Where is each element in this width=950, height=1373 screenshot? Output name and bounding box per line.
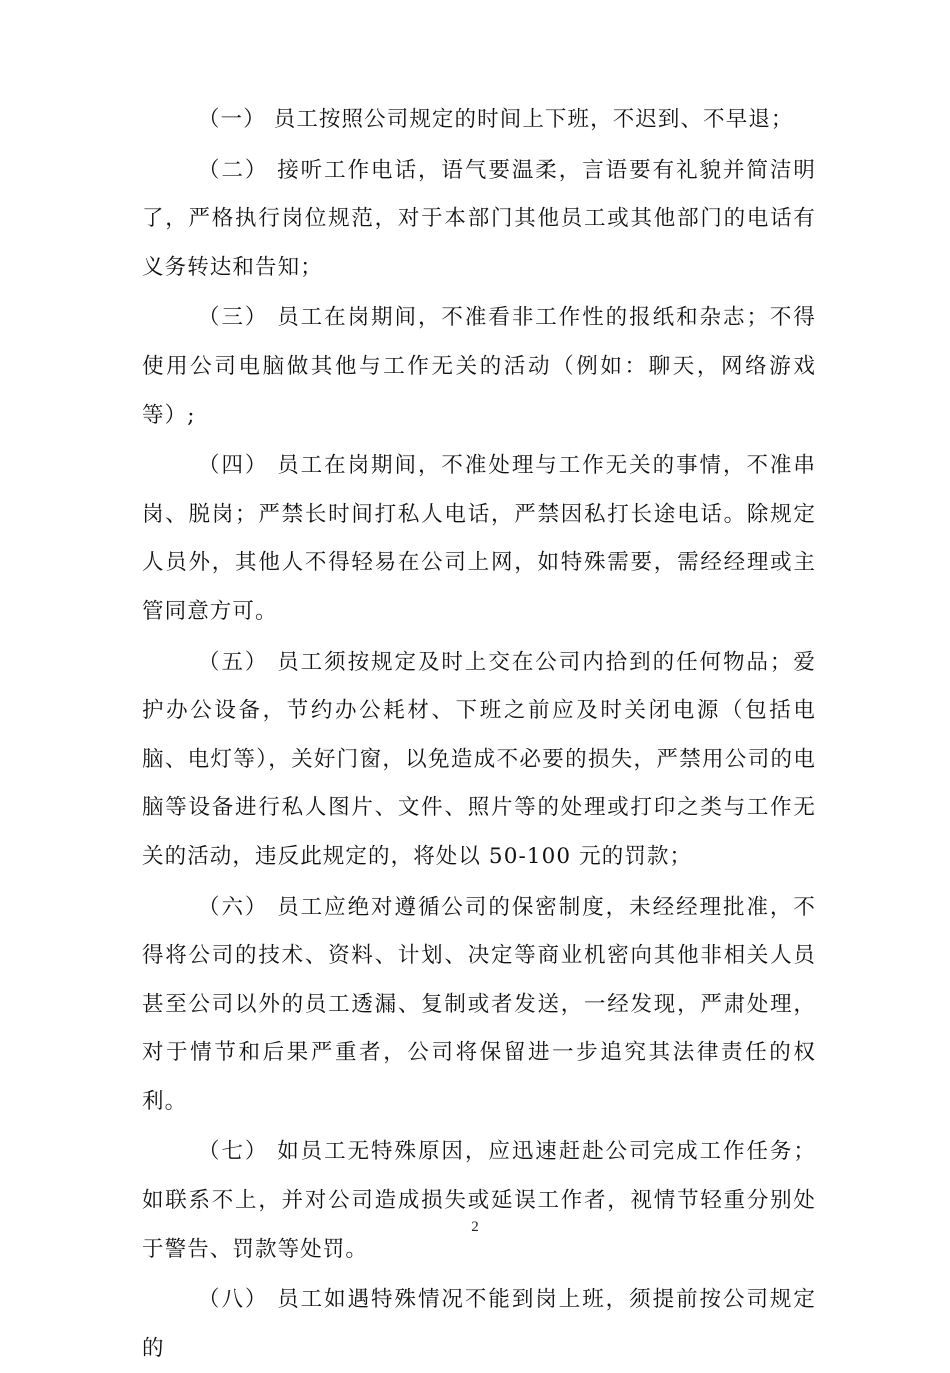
paragraph-7: （七） 如员工无特殊原因，应迅速赶赴公司完成工作任务；如联系不上，并对公司造成损失或延误工作者，视情节轻重分别处于警告、罚款等处罚。 (142, 1139, 816, 1262)
paragraph-3: （三） 员工在岗期间，不准看非工作性的报纸和杂志；不得使用公司电脑做其他与工作无关的活动（例如：聊天，网络游戏等）; (142, 305, 816, 428)
page-number: 2 (471, 1219, 479, 1235)
paragraph-5: （五） 员工须按规定及时上交在公司内拾到的任何物品；爱护办公设备，节约办公耗材、下班之前应及时关闭电源（包括电脑、电灯等），关好门窗，以免造成不必要的损失，严禁用公司的电脑等设备进行私人图片、文件、照片等的处理或打印之类与工作无关的活动，违反此规定的，将处以 50-100 元的罚款； (142, 649, 816, 869)
paragraph-8: （八） 员工如遇特殊情况不能到岗上班，须提前按公司规定的 (142, 1287, 816, 1361)
paragraph-1: （一） 员工按照公司规定的时间上下班，不迟到、不早退； (198, 107, 794, 132)
paragraph-6: （六） 员工应绝对遵循公司的保密制度，未经经理批准，不得将公司的技术、资料、计划、决定等商业机密向其他非相关人员甚至公司以外的员工透漏、复制或者发送，一经发现，严肃处理，对于情节和后果严重者，公司将保留进一步追究其法律责任的权利。 (142, 894, 816, 1114)
paragraph-4: （四） 员工在岗期间，不准处理与工作无关的事情，不准串岗、脱岗；严禁长时间打私人电话，严禁因私打长途电话。除规定人员外，其他人不得轻易在公司上网，如特殊需要，需经经理或主管同意方可。 (142, 453, 816, 624)
paragraph-2: （二） 接听工作电话，语气要温柔，言语要有礼貌并简洁明了，严格执行岗位规范，对于本部门其他员工或其他部门的电话有义务转达和告知； (142, 157, 816, 280)
document-body (142, 96, 816, 1373)
